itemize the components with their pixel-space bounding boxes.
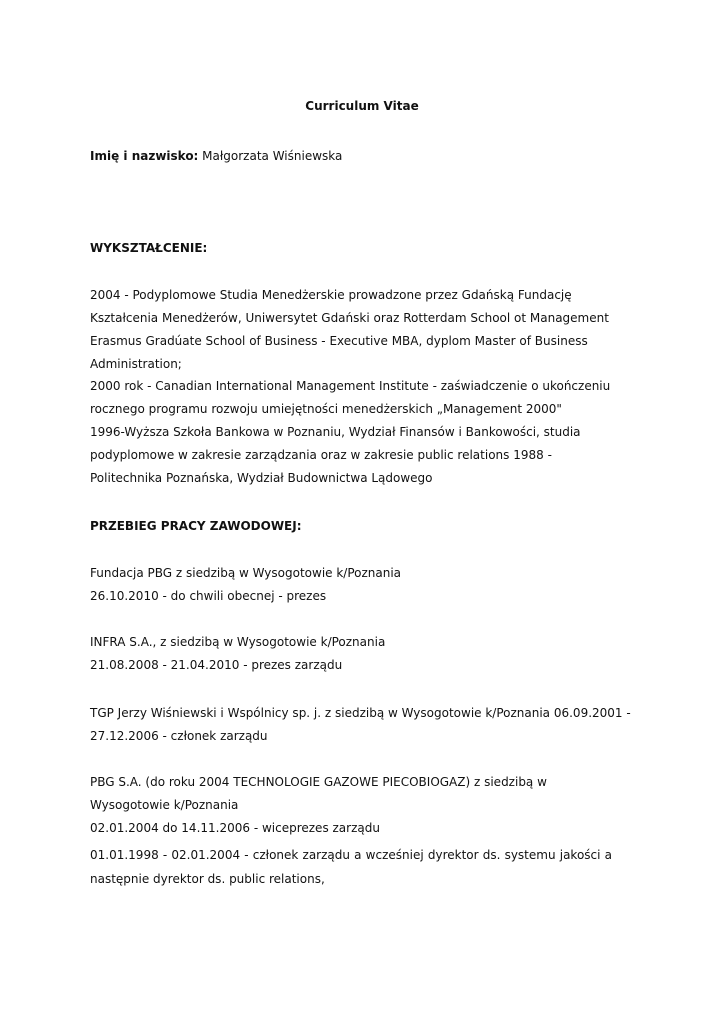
education-line: rocznego programu rozwoju umiejętności menedżerskich „Management 2000" <box>90 402 562 416</box>
career-entry-line: 02.01.2004 do 14.11.2006 - wiceprezes zarządu <box>90 821 380 835</box>
career-entry-line: 27.12.2006 - członek zarządu <box>90 729 268 743</box>
career-entry-line: INFRA S.A., z siedzibą w Wysogotowie k/Poznania <box>90 635 386 649</box>
education-line: Politechnika Poznańska, Wydział Budownictwa Lądowego <box>90 471 433 485</box>
career-entry-line: TGP Jerzy Wiśniewski i Wspólnicy sp. j. z siedzibą w Wysogotowie k/Poznania 06.09.2001 - <box>90 706 631 720</box>
career-entry-line: 26.10.2010 - do chwili obecnej - prezes <box>90 589 327 603</box>
education-line: 2000 rok - Canadian International Management Institute - zaświadczenie o ukończeniu <box>90 379 611 393</box>
name-label: Imię i nazwisko: <box>90 149 199 163</box>
education-line: Kształcenia Menedżerów, Uniwersytet Gdański oraz Rotterdam School ot Management <box>90 311 609 325</box>
education-line: Administration; <box>90 357 182 371</box>
name-value: Małgorzata Wiśniewska <box>198 149 343 163</box>
document-title: Curriculum Vitae <box>305 99 419 113</box>
career-heading: PRZEBIEG PRACY ZAWODOWEJ: <box>90 519 302 533</box>
education-line: 2004 - Podyplomowe Studia Menedżerskie prowadzone przez Gdańską Fundację <box>90 288 572 302</box>
education-heading: WYKSZTAŁCENIE: <box>90 241 208 255</box>
career-entry-line: Fundacja PBG z siedzibą w Wysogotowie k/Poznania <box>90 566 402 580</box>
education-line: 1996-Wyższa Szkoła Bankowa w Poznaniu, Wydział Finansów i Bankowości, studia <box>90 425 581 439</box>
education-line: Erasmus Gradúate School of Business - Executive MBA, dyplom Master of Business <box>90 334 588 348</box>
education-line: podyplomowe w zakresie zarządzania oraz w zakresie public relations 1988 - <box>90 448 552 462</box>
name-line <box>90 148 342 164</box>
career-entry-line: 01.01.1998 - 02.01.2004 - członek zarządu a wcześniej dyrektor ds. systemu jakości a <box>90 848 612 862</box>
career-entry-line: PBG S.A. (do roku 2004 TECHNOLOGIE GAZOWE PIECOBIOGAZ) z siedzibą w <box>90 775 547 789</box>
career-entry-line: 21.08.2008 - 21.04.2010 - prezes zarządu <box>90 658 343 672</box>
career-entry-line: Wysogotowie k/Poznania <box>90 798 239 812</box>
career-entry-line: następnie dyrektor ds. public relations, <box>90 872 325 886</box>
